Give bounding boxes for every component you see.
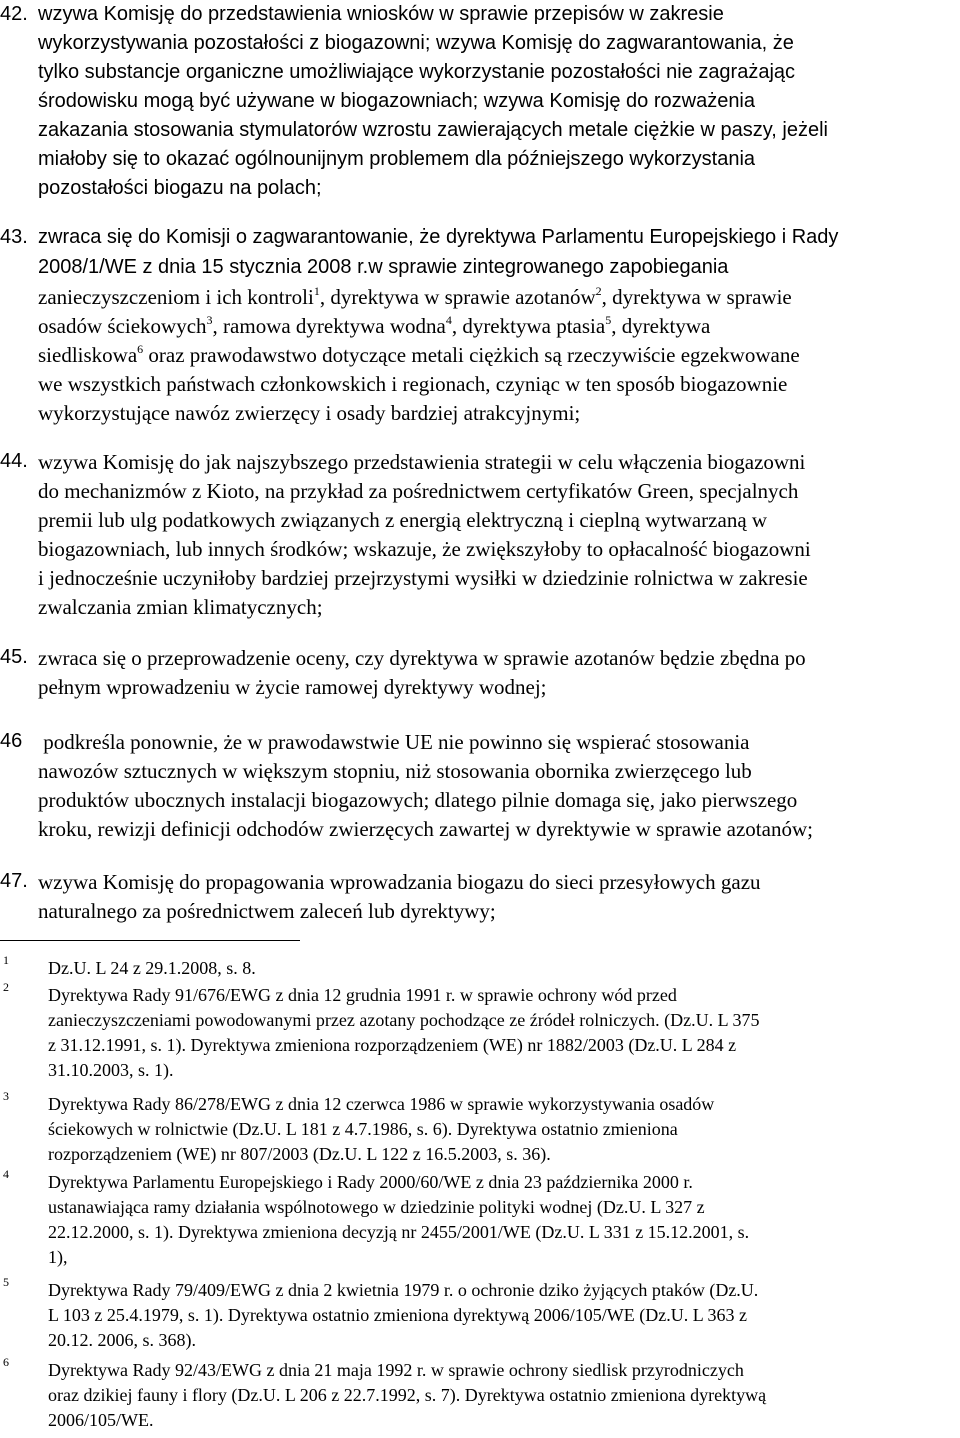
- footnote-line: Dyrektywa Parlamentu Europejskiego i Rady 2000/60/WE z dnia 23 października 2000 r.: [48, 1172, 693, 1192]
- paragraph-number: 44.: [0, 450, 28, 472]
- footnote-line: 20.12. 2006, s. 368).: [48, 1330, 196, 1350]
- paragraph-line: tylko substancje organiczne umożliwiające wykorzystanie pozostałości nie zagrażając: [38, 61, 796, 83]
- paragraph-line: środowisku mogą być używane w biogazowniach; wzywa Komisję do rozważenia: [38, 90, 756, 112]
- paragraph-line: [38, 256, 728, 279]
- footnote-separator: [0, 940, 300, 941]
- paragraph-line: do mechanizmów z Kioto, na przykład za pośrednictwem certyfikatów Green, specjalnych: [38, 479, 799, 503]
- footnote-ref[interactable]: 4: [445, 313, 452, 327]
- paragraph-line: produktów ubocznych instalacji biogazowych; dlatego pilnie domaga się, jako pierwszego: [38, 788, 798, 812]
- paragraph-line: i jednocześnie uczyniłoby bardziej przejrzystymi wysiłki w dziedzinie rolnictwa w zakresie: [38, 566, 808, 590]
- footnote-line: Dyrektywa Rady 92/43/EWG z dnia 21 maja 1992 r. w sprawie ochrony siedlisk przyrodniczych: [48, 1360, 744, 1380]
- footnote-line: ustanawiająca ramy działania wspólnotowego w dziedzinie polityki wodnej (Dz.U. L 327 z: [48, 1197, 705, 1217]
- paragraph-line: zwalczania zmian klimatycznych;: [38, 595, 323, 619]
- paragraph-46: [0, 730, 958, 850]
- footnote-number: 1: [3, 953, 9, 967]
- footnote-ref[interactable]: 6: [137, 342, 144, 356]
- paragraph-number: 43.: [0, 226, 28, 248]
- text-run: osadów ściekowych: [38, 314, 207, 338]
- paragraph-line: podkreśla ponownie, że w prawodawstwie UE nie powinno się wspierać stosowania: [38, 730, 750, 754]
- footnote-ref[interactable]: 1: [313, 284, 320, 298]
- paragraph-line: wykorzystujące nawóz zwierzęcy i osady bardziej atrakcyjnymi;: [38, 401, 581, 425]
- footnote-line: ściekowych w rolnictwie (Dz.U. L 181 z 4.7.1986, s. 6). Dyrektywa ostatnio zmieniona: [48, 1119, 678, 1139]
- footnote-line: oraz dzikiej fauny i flory (Dz.U. L 206 z 22.7.1992, s. 7). Dyrektywa ostatnio zmieniona dyrektywą: [48, 1385, 767, 1405]
- paragraph-line: [38, 285, 792, 310]
- footnote-line: Dz.U. L 24 z 29.1.2008, s. 8.: [48, 958, 256, 978]
- paragraph-line: biogazowniach, lub innych środków; wskazuje, że zwiększyłoby to opłacalność biogazowni: [38, 537, 811, 561]
- paragraph-line: zwraca się o przeprowadzenie oceny, czy dyrektywa w sprawie azotanów będzie zbędna po: [38, 646, 806, 670]
- footnote-line: zanieczyszczeniami powodowanymi przez azotany pochodzące ze źródeł rolniczych. (Dz.U. L 375: [48, 1010, 760, 1030]
- paragraph-number: 46: [0, 730, 23, 752]
- paragraph-line: kroku, rewizji definicji odchodów zwierzęcych zawartej w dyrektywie w sprawie azotanów;: [38, 817, 813, 841]
- paragraph-45: [0, 646, 958, 706]
- paragraph-line: nawozów sztucznych w większym stopniu, niż stosowania obornika zwierzęcego lub: [38, 759, 752, 783]
- paragraph-line: naturalnego za pośrednictwem zaleceń lub dyrektywy;: [38, 899, 496, 923]
- footnote-ref[interactable]: 2: [595, 284, 602, 298]
- text-run: , dyrektywa ptasia: [451, 314, 606, 338]
- footnote-line: 2006/105/WE.: [48, 1410, 154, 1430]
- paragraph-line: we wszystkich państwach członkowskich i regionach, czyniąc w ten sposób biogazownie: [38, 372, 788, 396]
- paragraph-line: pełnym wprowadzeniu w życie ramowej dyrektywy wodnej;: [38, 675, 547, 699]
- paragraph-line: [38, 314, 710, 339]
- paragraph-line: pozostałości biogazu na polach;: [38, 177, 322, 199]
- footnote-number: 4: [3, 1167, 9, 1181]
- footnote-ref[interactable]: 3: [206, 313, 213, 327]
- text-run: , dyrektywa w sprawie: [601, 285, 792, 309]
- text-run: siedliskowa: [38, 343, 138, 367]
- paragraph-line: zwraca się do Komisji o zagwarantowanie, że dyrektywa Parlamentu Europejskiego i Rady: [38, 226, 839, 248]
- footnote-line: 31.10.2003, s. 1).: [48, 1060, 174, 1080]
- text-run: , dyrektywa w sprawie azotanów: [319, 285, 596, 309]
- footnote-line: z 31.12.1991, s. 1). Dyrektywa zmieniona rozporządzeniem (WE) nr 1882/2003 (Dz.U. L 284 z: [48, 1035, 737, 1055]
- footnote-line: 22.12.2000, s. 1). Dyrektywa zmieniona decyzją nr 2455/2001/WE (Dz.U. L 331 z 15.12.2001, s.: [48, 1222, 750, 1242]
- paragraph-line: zakazania stosowania stymulatorów wzrostu zawierających metale ciężkie w paszy, jeżeli: [38, 119, 828, 141]
- footnote-number: 2: [3, 980, 9, 994]
- paragraph-line: wzywa Komisję do propagowania wprowadzania biogazu do sieci przesyłowych gazu: [38, 870, 761, 894]
- footnote-number: 3: [3, 1089, 9, 1103]
- paragraph-47: [0, 870, 958, 930]
- footnote-line: Dyrektywa Rady 79/409/EWG z dnia 2 kwietnia 1979 r. o ochronie dziko żyjących ptaków (Dz.U.: [48, 1280, 759, 1300]
- footnote-line: 1),: [48, 1247, 68, 1267]
- paragraph-line: miałoby się to okazać ogólnounijnym problemem dla późniejszego wykorzystania: [38, 148, 756, 170]
- footnote-number: 5: [3, 1275, 9, 1289]
- paragraph-42: [0, 3, 958, 203]
- paragraph-number: 42.: [0, 3, 28, 25]
- footnote-line: L 103 z 25.4.1979, s. 1). Dyrektywa ostatnio zmieniona dyrektywą 2006/105/WE (Dz.U. L 363 z: [48, 1305, 748, 1325]
- paragraph-line: wykorzystywania pozostałości z biogazowni; wzywa Komisję do zagwarantowania, że: [38, 32, 794, 54]
- text-run: , ramowa dyrektywa wodna: [212, 314, 446, 338]
- footnote-line: Dyrektywa Rady 91/676/EWG z dnia 12 grudnia 1991 r. w sprawie ochrony wód przed: [48, 985, 677, 1005]
- paragraph-line: wzywa Komisję do jak najszybszego przedstawienia strategii w celu włączenia biogazowni: [38, 450, 806, 474]
- text-run: zanieczyszczeniom i ich kontroli: [38, 285, 314, 309]
- paragraph-line: wzywa Komisję do przedstawienia wniosków w sprawie przepisów w zakresie: [38, 3, 724, 25]
- paragraph-44: [0, 450, 958, 630]
- footnote-line: rozporządzeniem (WE) nr 807/2003 (Dz.U. L 122 z 16.5.2003, s. 36).: [48, 1144, 551, 1164]
- text-run: oraz prawodawstwo dotyczące metali ciężkich są rzeczywiście egzekwowane: [143, 343, 800, 367]
- footnote-line: Dyrektywa Rady 86/278/EWG z dnia 12 czerwca 1986 w sprawie wykorzystywania osadów: [48, 1094, 715, 1114]
- footnote-ref[interactable]: 5: [605, 313, 612, 327]
- paragraph-43: [0, 226, 958, 436]
- paragraph-line-text: 2008/1/WE z dnia 15 stycznia 2008 r.w sprawie zintegrowanego zapobiegania: [38, 256, 729, 278]
- text-run: , dyrektywa: [611, 314, 711, 338]
- paragraph-number: 45.: [0, 646, 28, 668]
- footnote-number: 6: [3, 1355, 9, 1369]
- paragraph-number: 47.: [0, 870, 28, 892]
- paragraph-line: premii lub ulg podatkowych związanych z energią elektryczną i cieplną wytwarzaną w: [38, 508, 768, 532]
- paragraph-line: [38, 343, 800, 368]
